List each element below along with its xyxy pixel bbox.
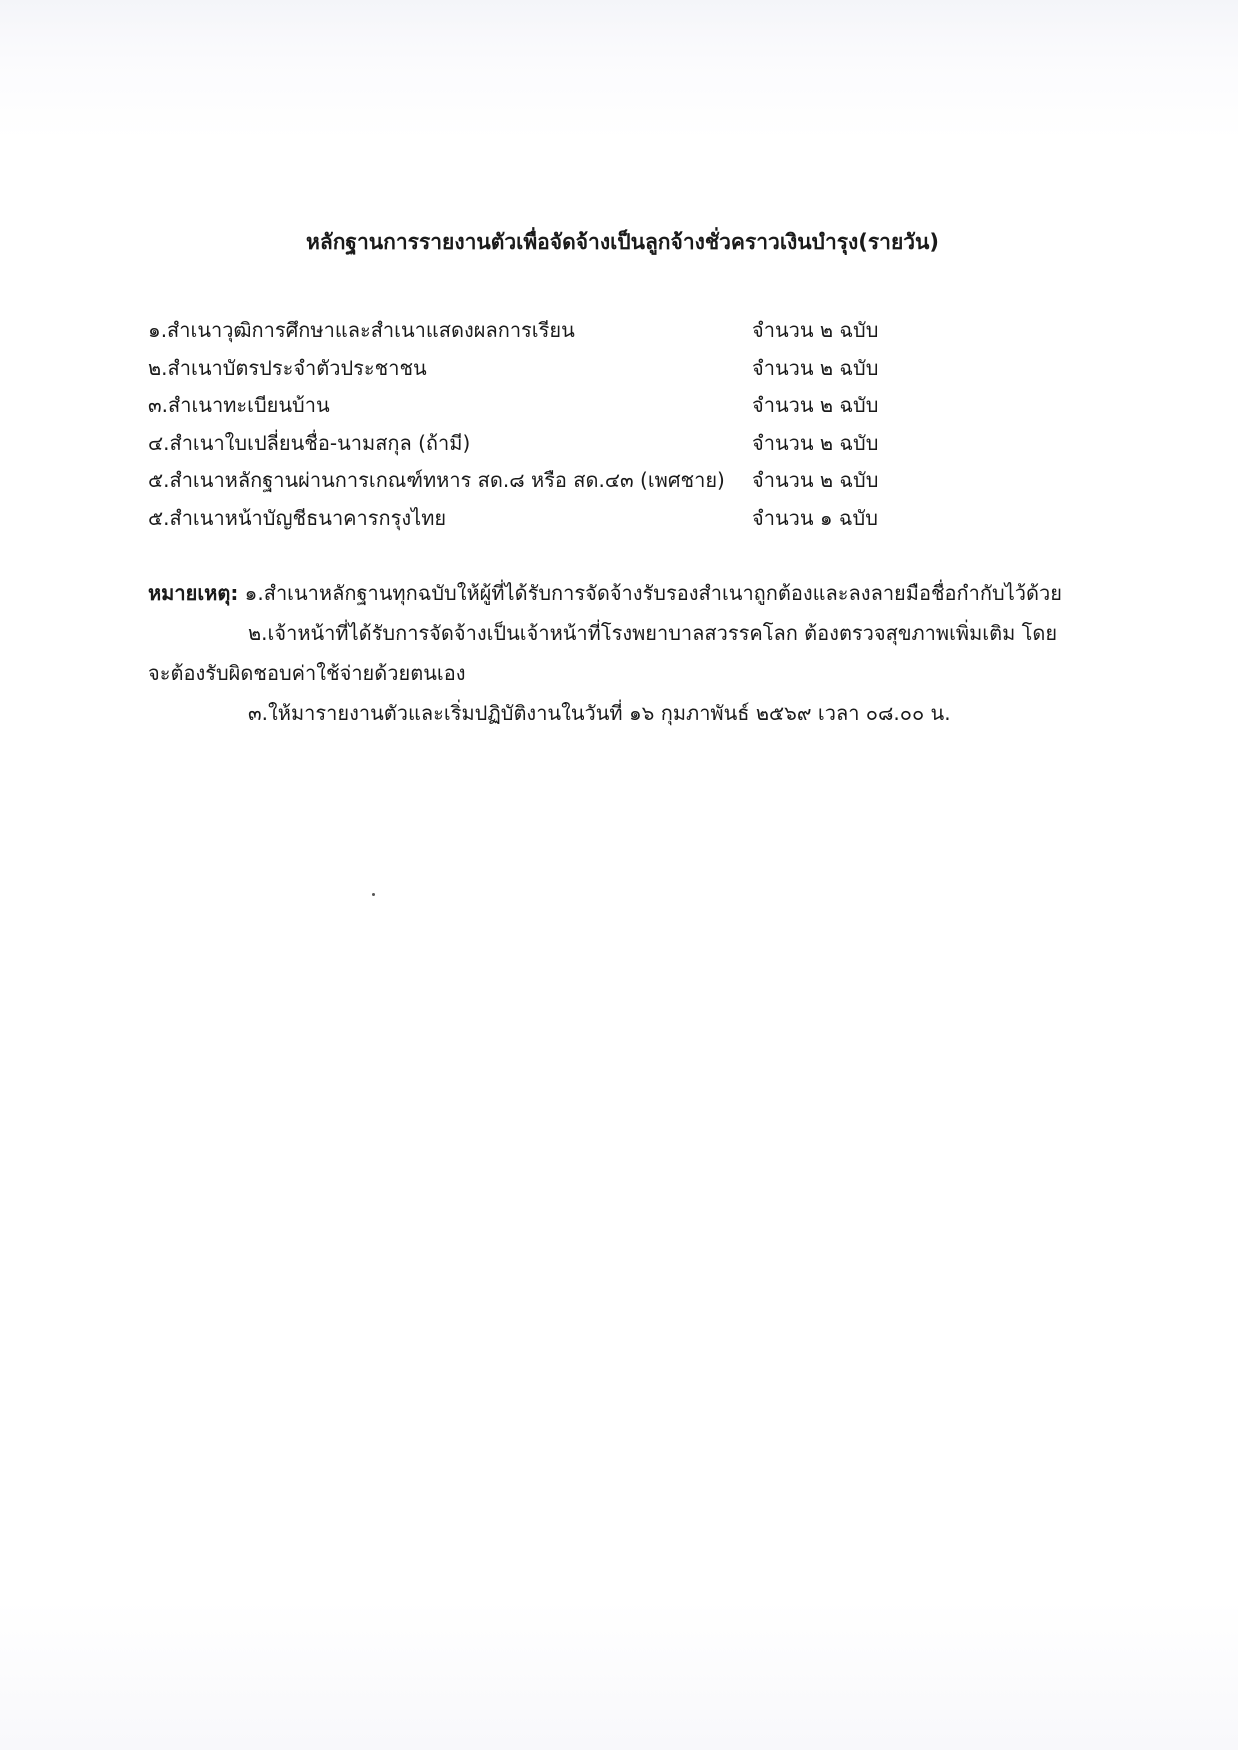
scan-speck [372, 893, 375, 896]
document-item-quantity: จำนวน ๒ ฉบับ [752, 355, 879, 380]
note-3 [148, 698, 1090, 738]
document-item-quantity: จำนวน ๒ ฉบับ [752, 393, 879, 417]
document-item-quantity: จำนวน ๑ ฉบับ [752, 505, 878, 530]
list-item [148, 465, 908, 503]
note-2-line-2 [148, 658, 1090, 698]
notes-label: หมายเหตุ: [148, 581, 239, 605]
note-1-text: ๑.สำเนาหลักฐานทุกฉบับให้ผู้ที่ได้รับการจัดจ้างรับรองสำเนาถูกต้องและลงลายมือชื่อกำกับไว้ด้วย [238, 581, 1062, 605]
list-item [148, 503, 908, 541]
notes-section [148, 578, 1090, 738]
list-item [148, 390, 908, 428]
document-title: หลักฐานการรายงานตัวเพื่อจัดจ้างเป็นลูกจ้างชั่วคราวเงินบำรุง(รายวัน) [306, 230, 939, 254]
document-item-name: ๕.สำเนาหน้าบัญชีธนาคารกรุงไทย [148, 505, 447, 530]
document-item-name: ๔.สำเนาใบเปลี่ยนชื่อ-นามสกุล (ถ้ามี) [148, 430, 471, 455]
document-item-name: ๓.สำเนาทะเบียนบ้าน [148, 393, 330, 417]
note-2-line-1 [148, 618, 1090, 658]
document-item-name: ๕.สำเนาหลักฐานผ่านการเกณฑ์ทหาร สด.๘ หรือ สด.๔๓ (เพศชาย) [148, 468, 725, 492]
document-item-quantity: จำนวน ๒ ฉบับ [752, 318, 879, 342]
list-item [148, 428, 908, 466]
note-1 [148, 578, 1090, 618]
note-3-text: ๓.ให้มารายงานตัวและเริ่มปฏิบัติงานในวันที่ ๑๖ กุมภาพันธ์ ๒๕๖๙ เวลา ๐๘.๐๐ น. [248, 701, 951, 725]
list-item [148, 315, 908, 353]
note-2-continuation-text: จะต้องรับผิดชอบค่าใช้จ่ายด้วยตนเอง [148, 661, 466, 685]
note-2-text: ๒.เจ้าหน้าที่ได้รับการจัดจ้างเป็นเจ้าหน้าที่โรงพยาบาลสวรรคโลก ต้องตรวจสุขภาพเพิ่มเติม โดย [248, 621, 1058, 645]
required-documents-list [148, 315, 908, 540]
document-item-quantity: จำนวน ๒ ฉบับ [752, 430, 879, 455]
document-item-name: ๒.สำเนาบัตรประจำตัวประชาชน [148, 355, 427, 380]
list-item [148, 353, 908, 391]
document-item-quantity: จำนวน ๒ ฉบับ [752, 468, 879, 492]
document-item-name: ๑.สำเนาวุฒิการศึกษาและสำเนาแสดงผลการเรียน [148, 318, 575, 342]
